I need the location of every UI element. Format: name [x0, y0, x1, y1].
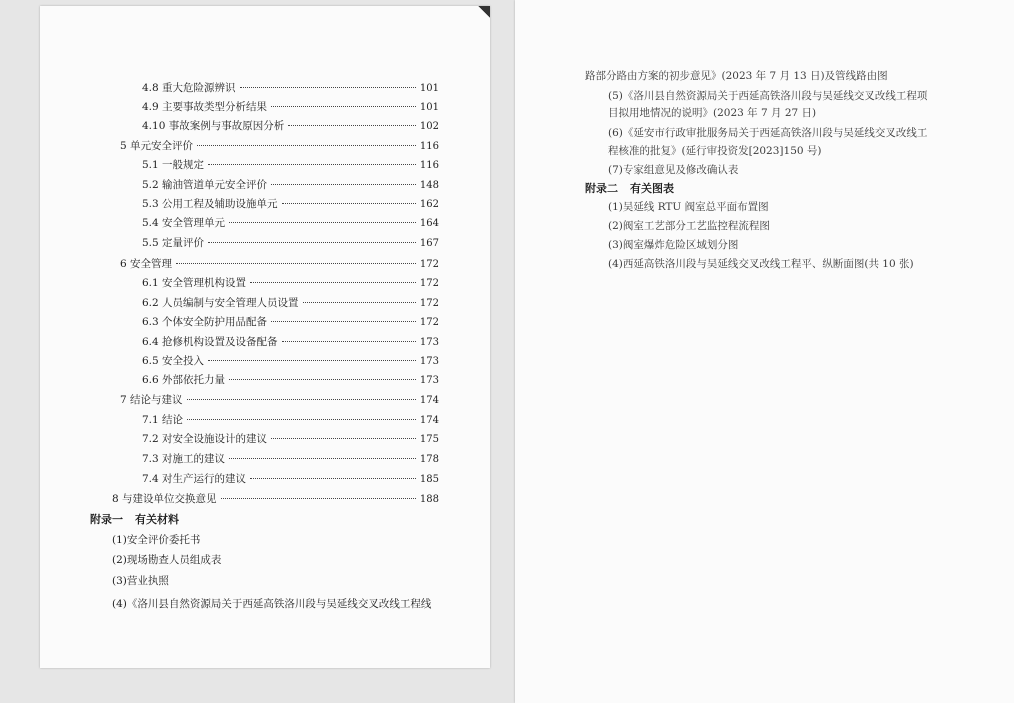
toc-leader	[208, 164, 416, 165]
toc-entry-title: 4.8 重大危险源辨识	[142, 82, 236, 94]
toc-leader	[303, 302, 416, 303]
toc-leader	[288, 125, 416, 126]
appendix-title: 有关图表	[630, 182, 674, 195]
toc-entry-title: 7.4 对生产运行的建议	[142, 473, 247, 485]
page-corner-curl	[478, 6, 490, 18]
continuation-line: (7)专家组意见及修改确认表	[608, 164, 739, 176]
toc-entry-7[interactable]	[120, 392, 439, 408]
toc-leader	[250, 478, 416, 479]
toc-entry-6[interactable]	[120, 256, 439, 272]
toc-page-number: 188	[419, 494, 439, 505]
toc-entry-title: 6.1 安全管理机构设置	[142, 277, 247, 289]
toc-entry-7-4[interactable]	[142, 471, 439, 487]
appendix-two-item: (4)西延高铁洛川段与吴延线交叉改线工程平、纵断面图(共 10 张)	[608, 258, 914, 270]
toc-entry-5-1[interactable]	[142, 157, 439, 173]
toc-entry-6-5[interactable]	[142, 353, 439, 369]
toc-page-number: 173	[419, 337, 439, 348]
appendix-label: 附录二	[585, 182, 618, 195]
toc-entry-title: 4.9 主要事故类型分析结果	[142, 101, 268, 113]
toc-entry-4-10[interactable]	[142, 118, 439, 134]
toc-page-number: 178	[419, 454, 439, 465]
continuation-line: (5)《洛川县自然资源局关于西延高铁洛川段与吴延线交叉改线工程项	[608, 90, 928, 102]
appendix-one-item: (3)营业执照	[112, 575, 169, 587]
toc-page-number: 164	[419, 218, 439, 229]
toc-entry-title: 5.4 安全管理单元	[142, 217, 226, 229]
continuation-line: 程核准的批复》(延行审投资发[2023]150 号)	[608, 145, 822, 157]
toc-entry-7-2[interactable]	[142, 431, 439, 447]
toc-leader	[221, 498, 416, 499]
toc-page-number: 162	[419, 199, 439, 210]
toc-entry-4-8[interactable]	[142, 80, 439, 96]
toc-page-number: 102	[419, 121, 439, 132]
toc-leader	[229, 379, 416, 380]
toc-leader	[176, 263, 416, 264]
toc-page-number: 173	[419, 375, 439, 386]
toc-page-number: 116	[419, 160, 439, 171]
toc-entry-title: 5 单元安全评价	[120, 140, 194, 152]
toc-leader	[208, 242, 416, 243]
toc-page-number: 101	[419, 83, 439, 94]
toc-leader	[229, 458, 416, 459]
toc-leader	[197, 145, 416, 146]
continuation-line: (6)《延安市行政审批服务局关于西延高铁洛川段与吴延线交叉改线工	[608, 127, 928, 139]
toc-entry-5-3[interactable]	[142, 196, 439, 212]
toc-entry-title: 7.3 对施工的建议	[142, 453, 226, 465]
toc-page-number: 172	[419, 317, 439, 328]
toc-page-number: 172	[419, 278, 439, 289]
toc-page-number: 173	[419, 356, 439, 367]
toc-page-number: 174	[419, 395, 439, 406]
toc-entry-title: 6.4 抢修机构设置及设备配备	[142, 336, 278, 348]
toc-page-number: 116	[419, 141, 439, 152]
toc-page-number: 172	[419, 259, 439, 270]
left-page	[40, 6, 490, 668]
right-page	[515, 0, 1014, 703]
toc-entry-title: 5.5 定量评价	[142, 237, 205, 249]
toc-leader	[282, 341, 416, 342]
appendix-label: 附录一	[90, 513, 123, 526]
toc-entry-6-2[interactable]	[142, 295, 439, 311]
toc-entry-title: 6.2 人员编制与安全管理人员设置	[142, 297, 299, 309]
appendix-two-heading	[585, 180, 674, 196]
toc-leader	[250, 282, 416, 283]
toc-entry-title: 6 安全管理	[120, 258, 173, 270]
toc-entry-title: 5.3 公用工程及辅助设施单元	[142, 198, 278, 210]
toc-leader	[271, 184, 416, 185]
toc-entry-6-4[interactable]	[142, 334, 439, 350]
toc-leader	[229, 222, 416, 223]
toc-page-number: 167	[419, 238, 439, 249]
appendix-two-item: (3)阀室爆炸危险区域划分图	[608, 239, 739, 251]
appendix-one-heading	[90, 511, 179, 527]
toc-entry-5[interactable]	[120, 138, 439, 154]
toc-leader	[240, 87, 416, 88]
toc-entry-5-4[interactable]	[142, 215, 439, 231]
continuation-line: 路部分路由方案的初步意见》(2023 年 7 月 13 日)及管线路由图	[585, 70, 888, 82]
toc-leader	[271, 438, 416, 439]
toc-page-number: 175	[419, 434, 439, 445]
toc-leader	[271, 106, 416, 107]
toc-entry-title: 6.3 个体安全防护用品配备	[142, 316, 268, 328]
continuation-line: 目拟用地情况的说明》(2023 年 7 月 27 日)	[608, 107, 817, 119]
toc-leader	[187, 399, 416, 400]
toc-entry-title: 6.6 外部依托力量	[142, 374, 226, 386]
appendix-one-item: (2)现场勘查人员组成表	[112, 554, 222, 566]
appendix-two-item: (2)阀室工艺部分工艺监控程流程图	[608, 220, 770, 232]
toc-leader	[208, 360, 416, 361]
toc-leader	[187, 419, 416, 420]
toc-page-number: 174	[419, 415, 439, 426]
toc-entry-title: 4.10 事故案例与事故原因分析	[142, 120, 285, 132]
toc-entry-title: 7.2 对安全设施设计的建议	[142, 433, 268, 445]
toc-page-number: 185	[419, 474, 439, 485]
toc-page-number: 172	[419, 298, 439, 309]
toc-entry-6-6[interactable]	[142, 372, 439, 388]
toc-page-number: 101	[419, 102, 439, 113]
toc-entry-title: 7.1 结论	[142, 414, 184, 426]
appendix-one-item: (4)《洛川县自然资源局关于西延高铁洛川段与吴延线交叉改线工程线	[112, 598, 432, 610]
appendix-title: 有关材料	[135, 513, 179, 526]
toc-entry-title: 6.5 安全投入	[142, 355, 205, 367]
toc-entry-6-1[interactable]	[142, 275, 439, 291]
toc-entry-title: 5.1 一般规定	[142, 159, 205, 171]
toc-entry-4-9[interactable]	[142, 99, 439, 115]
toc-entry-7-1[interactable]	[142, 412, 439, 428]
toc-entry-title: 8 与建设单位交换意见	[112, 493, 217, 505]
toc-entry-5-5[interactable]	[142, 235, 439, 251]
appendix-one-item: (1)安全评价委托书	[112, 534, 201, 546]
toc-entry-5-2[interactable]	[142, 177, 439, 193]
toc-entry-title: 7 结论与建议	[120, 394, 183, 406]
toc-entry-title: 5.2 输油管道单元安全评价	[142, 179, 268, 191]
toc-page-number: 148	[419, 180, 439, 191]
toc-entry-8[interactable]	[112, 491, 439, 507]
toc-entry-7-3[interactable]	[142, 451, 439, 467]
appendix-two-item: (1)吴延线 RTU 阀室总平面布置图	[608, 201, 769, 213]
toc-leader	[282, 203, 416, 204]
toc-leader	[271, 321, 416, 322]
toc-entry-6-3[interactable]	[142, 314, 439, 330]
